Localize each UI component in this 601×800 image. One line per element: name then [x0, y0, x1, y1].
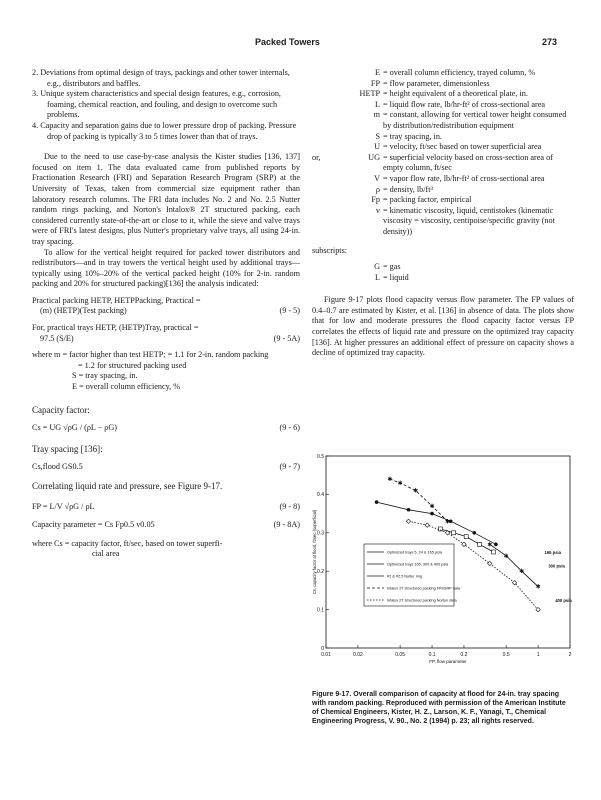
equation-9-5-body: (m) (HETP)(Test packing) — [40, 306, 127, 316]
legend-entry: Optimized trays 165, 300 & 400 psia — [387, 562, 449, 567]
symbol-definition — [312, 195, 574, 206]
legend-entry: #2 & #2.5 Nutter ring — [387, 574, 423, 579]
equation-number: (9 - 5A) — [273, 333, 300, 343]
x-tick-label: 1 — [536, 652, 540, 658]
symbol-meaning: = liquid flow rate, lb/hr-ft² of cross-sectional area — [383, 99, 545, 109]
symbol-meaning: = overall column efficiency, trayed column, % — [383, 68, 536, 77]
symbol-meaning: = height equivalent of a theoretical plate, in. — [383, 89, 528, 99]
y-tick-label: 0.4 — [317, 492, 324, 499]
symbol-meaning: = superficial velocity based on cross-section area of empty column, ft/sec — [383, 152, 553, 173]
equation-9-7 — [32, 462, 300, 473]
or-label: or, — [312, 152, 321, 162]
symbol-meaning: = liquid — [383, 272, 409, 282]
symbol-definition — [312, 142, 574, 153]
body-paragraph: Due to the need to use case-by-case analysis the Kister studies [136, 137] focused on item 1. The data evaluated came from published reports by Fractionation Research (FRI) and Separation Research Program (SRP) at the University of Texas, taken from commercial size equipment rather than laboratory research columns. The FRI data includes No. 2 and No. 2.5 Nutter random rings packing, and Norton's Intalox® 2T structured packing, each considered currently state-of-the-art or close to it, while the sieve and valve trays were of FRI's latest designs, plus Nutter's proprietary valve trays, all using 24-in. tray spacing. — [32, 152, 300, 246]
data-point — [425, 523, 429, 527]
x-tick-label: 2 — [568, 652, 572, 658]
running-title: Packed Towers — [255, 37, 320, 47]
symbol: E — [374, 68, 380, 77]
symbol-definition — [312, 185, 574, 196]
symbol: ρ — [375, 184, 380, 194]
data-point — [464, 535, 468, 539]
data-point — [472, 531, 476, 535]
data-point: ✱ — [445, 519, 451, 526]
symbol: UG — [368, 152, 380, 162]
equation-9-5a — [32, 334, 300, 345]
symbol-definition — [312, 89, 574, 100]
y-tick-label: 0.5 — [317, 453, 324, 460]
list-item: 4. Capacity and separation gains due to lower pressure drop of packing. Pressure drop of packing is typically 3 to 5 times lower than that of trays. — [32, 120, 297, 141]
equation-number: (9 - 6) — [279, 423, 300, 433]
symbol: S — [375, 131, 380, 141]
data-point — [494, 543, 498, 547]
symbol-definition — [312, 206, 574, 238]
symbol: U — [374, 142, 380, 152]
symbol: G — [374, 262, 380, 272]
where-definition: E = overall column efficiency, % — [72, 382, 181, 392]
x-tick-label: 0.05 — [395, 652, 405, 658]
right-column — [312, 68, 574, 359]
x-axis-label: FP, flow parameter — [429, 659, 467, 664]
x-tick-label: 0.2 — [460, 652, 468, 658]
tray-spacing-label: Tray spacing [136]: — [32, 443, 103, 454]
equation-number: (9 - 8A) — [273, 520, 300, 530]
symbol-meaning: = gas — [383, 262, 401, 272]
subscript-definition — [312, 262, 574, 273]
symbol-definition — [312, 153, 574, 174]
equation-9-8a — [32, 520, 300, 531]
subscript-definition — [312, 273, 574, 284]
symbol: FP — [370, 78, 380, 88]
symbol: HETP — [359, 89, 380, 99]
series-line — [490, 544, 538, 586]
symbol-definition — [312, 132, 574, 143]
data-point: ✱ — [413, 488, 419, 495]
page-number: 273 — [542, 37, 558, 47]
symbol-meaning: = density, lb/ft³ — [383, 184, 433, 194]
x-tick-label: 0.5 — [502, 652, 510, 658]
pressure-annotation: 165 psia — [544, 549, 562, 555]
equation-9-5a-body: 97.5 (S/E) — [40, 333, 74, 343]
symbol-meaning: = packing factor, empirical — [383, 195, 472, 205]
caption-label: Figure 9-17. — [312, 691, 352, 698]
data-point: ✱ — [503, 553, 509, 560]
data-point: ✱ — [397, 480, 403, 487]
equation-9-8 — [32, 502, 300, 513]
symbol-definition — [312, 79, 574, 90]
symbol: V — [374, 173, 380, 183]
symbol: v — [375, 205, 380, 215]
pressure-annotation: 300 psia — [548, 563, 565, 569]
list-item: 2. Deviations from optimal design of trays, packings and other tower internals, e.g., distributors and baffles. — [32, 68, 290, 88]
data-point: ✱ — [487, 542, 493, 549]
symbol-definition — [312, 174, 574, 185]
equation-9-8a-body: Capacity parameter = Cs Fp0.5 v0.05 — [32, 520, 155, 530]
equation-9-6-body: Cs = UG √ρG / (ρL − ρG) — [32, 423, 118, 433]
data-point — [492, 550, 496, 554]
equation-9-5 — [32, 306, 300, 317]
figure-caption — [312, 690, 574, 726]
legend-entry: Optimized trays 5, 24 & 165 psia — [387, 550, 442, 555]
where-definition: = 1.2 for structured packing used — [78, 360, 187, 370]
where-definition: where Cs = capacity factor, ft/sec, based on tower superfi- — [32, 538, 223, 548]
y-tick-label: 0.2 — [317, 569, 324, 575]
x-tick-label: 0.02 — [353, 652, 363, 658]
data-point — [375, 500, 379, 504]
where-definition: S = tray spacing, in. — [72, 371, 138, 381]
capacity-factor-label: Capacity factor: — [32, 404, 90, 415]
symbol: m — [373, 110, 380, 120]
data-point — [452, 531, 456, 535]
equation-number: (9 - 7) — [279, 462, 300, 472]
symbol-meaning: = velocity, ft/sec based on tower superficial area — [383, 142, 542, 152]
legend-entry: Intalox 2T structured packing FRI/SRP data — [387, 586, 461, 591]
where-definition: where m = factor higher than test HETP; = 1.1 for 2-in. random packing — [32, 350, 269, 360]
equation-number: (9 - 5) — [279, 306, 300, 316]
subscripts-label: subscripts: — [312, 245, 348, 255]
equation-9-6 — [32, 423, 300, 434]
x-tick-label: 0.01 — [321, 652, 331, 658]
symbol: L — [374, 99, 380, 109]
data-point: ✱ — [519, 569, 525, 576]
y-tick-label: 0.3 — [317, 530, 324, 537]
data-point — [536, 607, 540, 611]
where-definition: cial area — [92, 549, 120, 559]
symbol-meaning: = tray spacing, in. — [383, 131, 442, 141]
body-paragraph: To allow for the vertical height required for packed tower distributors and redistributors—and in tray towers the vertical height used by additional trays—typically using 10%–20% of the vertical packed height (10% for 2-in. random packing and 20% for structured packing)[136] the analysis indicated: — [32, 247, 300, 289]
y-tick-label: 0 — [321, 645, 324, 652]
equation-number: (9 - 8) — [279, 501, 300, 511]
symbol: L — [374, 272, 380, 282]
symbol-meaning: = constant, allowing for vertical tower height consumed by distribution/redistribution equipment — [383, 110, 567, 130]
data-point: ✱ — [387, 477, 393, 484]
symbol-meaning: = flow parameter, dimensionless — [383, 78, 490, 88]
left-column — [32, 68, 300, 560]
series-line — [377, 502, 496, 544]
pressure-annotation: 400 psia — [555, 597, 572, 603]
legend-entry: Intalox 2T structured packing Norton data — [387, 598, 457, 603]
data-point — [406, 519, 410, 523]
symbol-definition — [312, 110, 574, 131]
figure-9-17-chart — [312, 452, 574, 678]
correlating-text: Correlating liquid rate and pressure, see Figure 9-17. — [32, 481, 223, 491]
data-point: ✱ — [535, 584, 541, 591]
equation-9-5a-line1: For, practical trays HETP, (HETP)Tray, practical = — [32, 323, 199, 333]
body-paragraph: Figure 9-17 plots flood capacity versus flow parameter. The FP values of 0.4–0.7 are estimated by Kister, et al. [136] in absence of data. The plots show that for low and moderate pressures the flood capacity factor versus FP correlates the effects of liquid rate and pressure on the optimized tray capacity [136]. At higher pressures an additional effect of pressure on capacity shows a decline of optimized tray capacity. — [312, 295, 574, 358]
caption-text: Overall comparison of capacity at flood for 24-in. tray spacing with random packing. Reproduced with permission of the American Institute of Chemical Engineers, Kister, H. Z., Larson, K. F., Yanagi, T., Chemical Engineering Progress, V. 90., No. 2 (1994) p. 23; all rights reserved. — [312, 691, 566, 725]
equation-9-7-body: Cs,flood GS0.5 — [32, 462, 83, 472]
x-tick-label: 0.1 — [428, 652, 436, 658]
symbol-meaning: = vapor flow rate, lb/hr-ft² of cross-sectional area — [383, 173, 545, 183]
data-point — [430, 512, 434, 516]
y-tick-label: 0.1 — [317, 607, 324, 614]
list-item: 3. Unique system characteristics and special design features, e.g., corrosion, foaming, chemical reaction, and fouling, and design to overcome such problems. — [32, 89, 281, 120]
data-point — [477, 542, 481, 546]
symbol-meaning: = kinematic viscosity, liquid, centistokes (kinematic viscosity = viscosity, centipoise/specific gravity (not density)) — [383, 205, 555, 236]
data-point: ✱ — [429, 503, 435, 510]
data-point — [407, 508, 411, 512]
symbol-definition — [312, 68, 574, 79]
y-axis-label: Cs, capacity factor at flood, ft/sec (superficial) — [312, 509, 317, 595]
equation-9-8-body: FP = L/V √ρG / ρL — [32, 501, 95, 511]
equation-9-5-line1: Practical packing HETP, HETPPacking, Practical = — [32, 295, 201, 305]
chart-svg — [312, 452, 574, 678]
page-header — [0, 37, 601, 51]
symbol-definition — [312, 100, 574, 111]
symbol: Fp — [371, 195, 380, 205]
